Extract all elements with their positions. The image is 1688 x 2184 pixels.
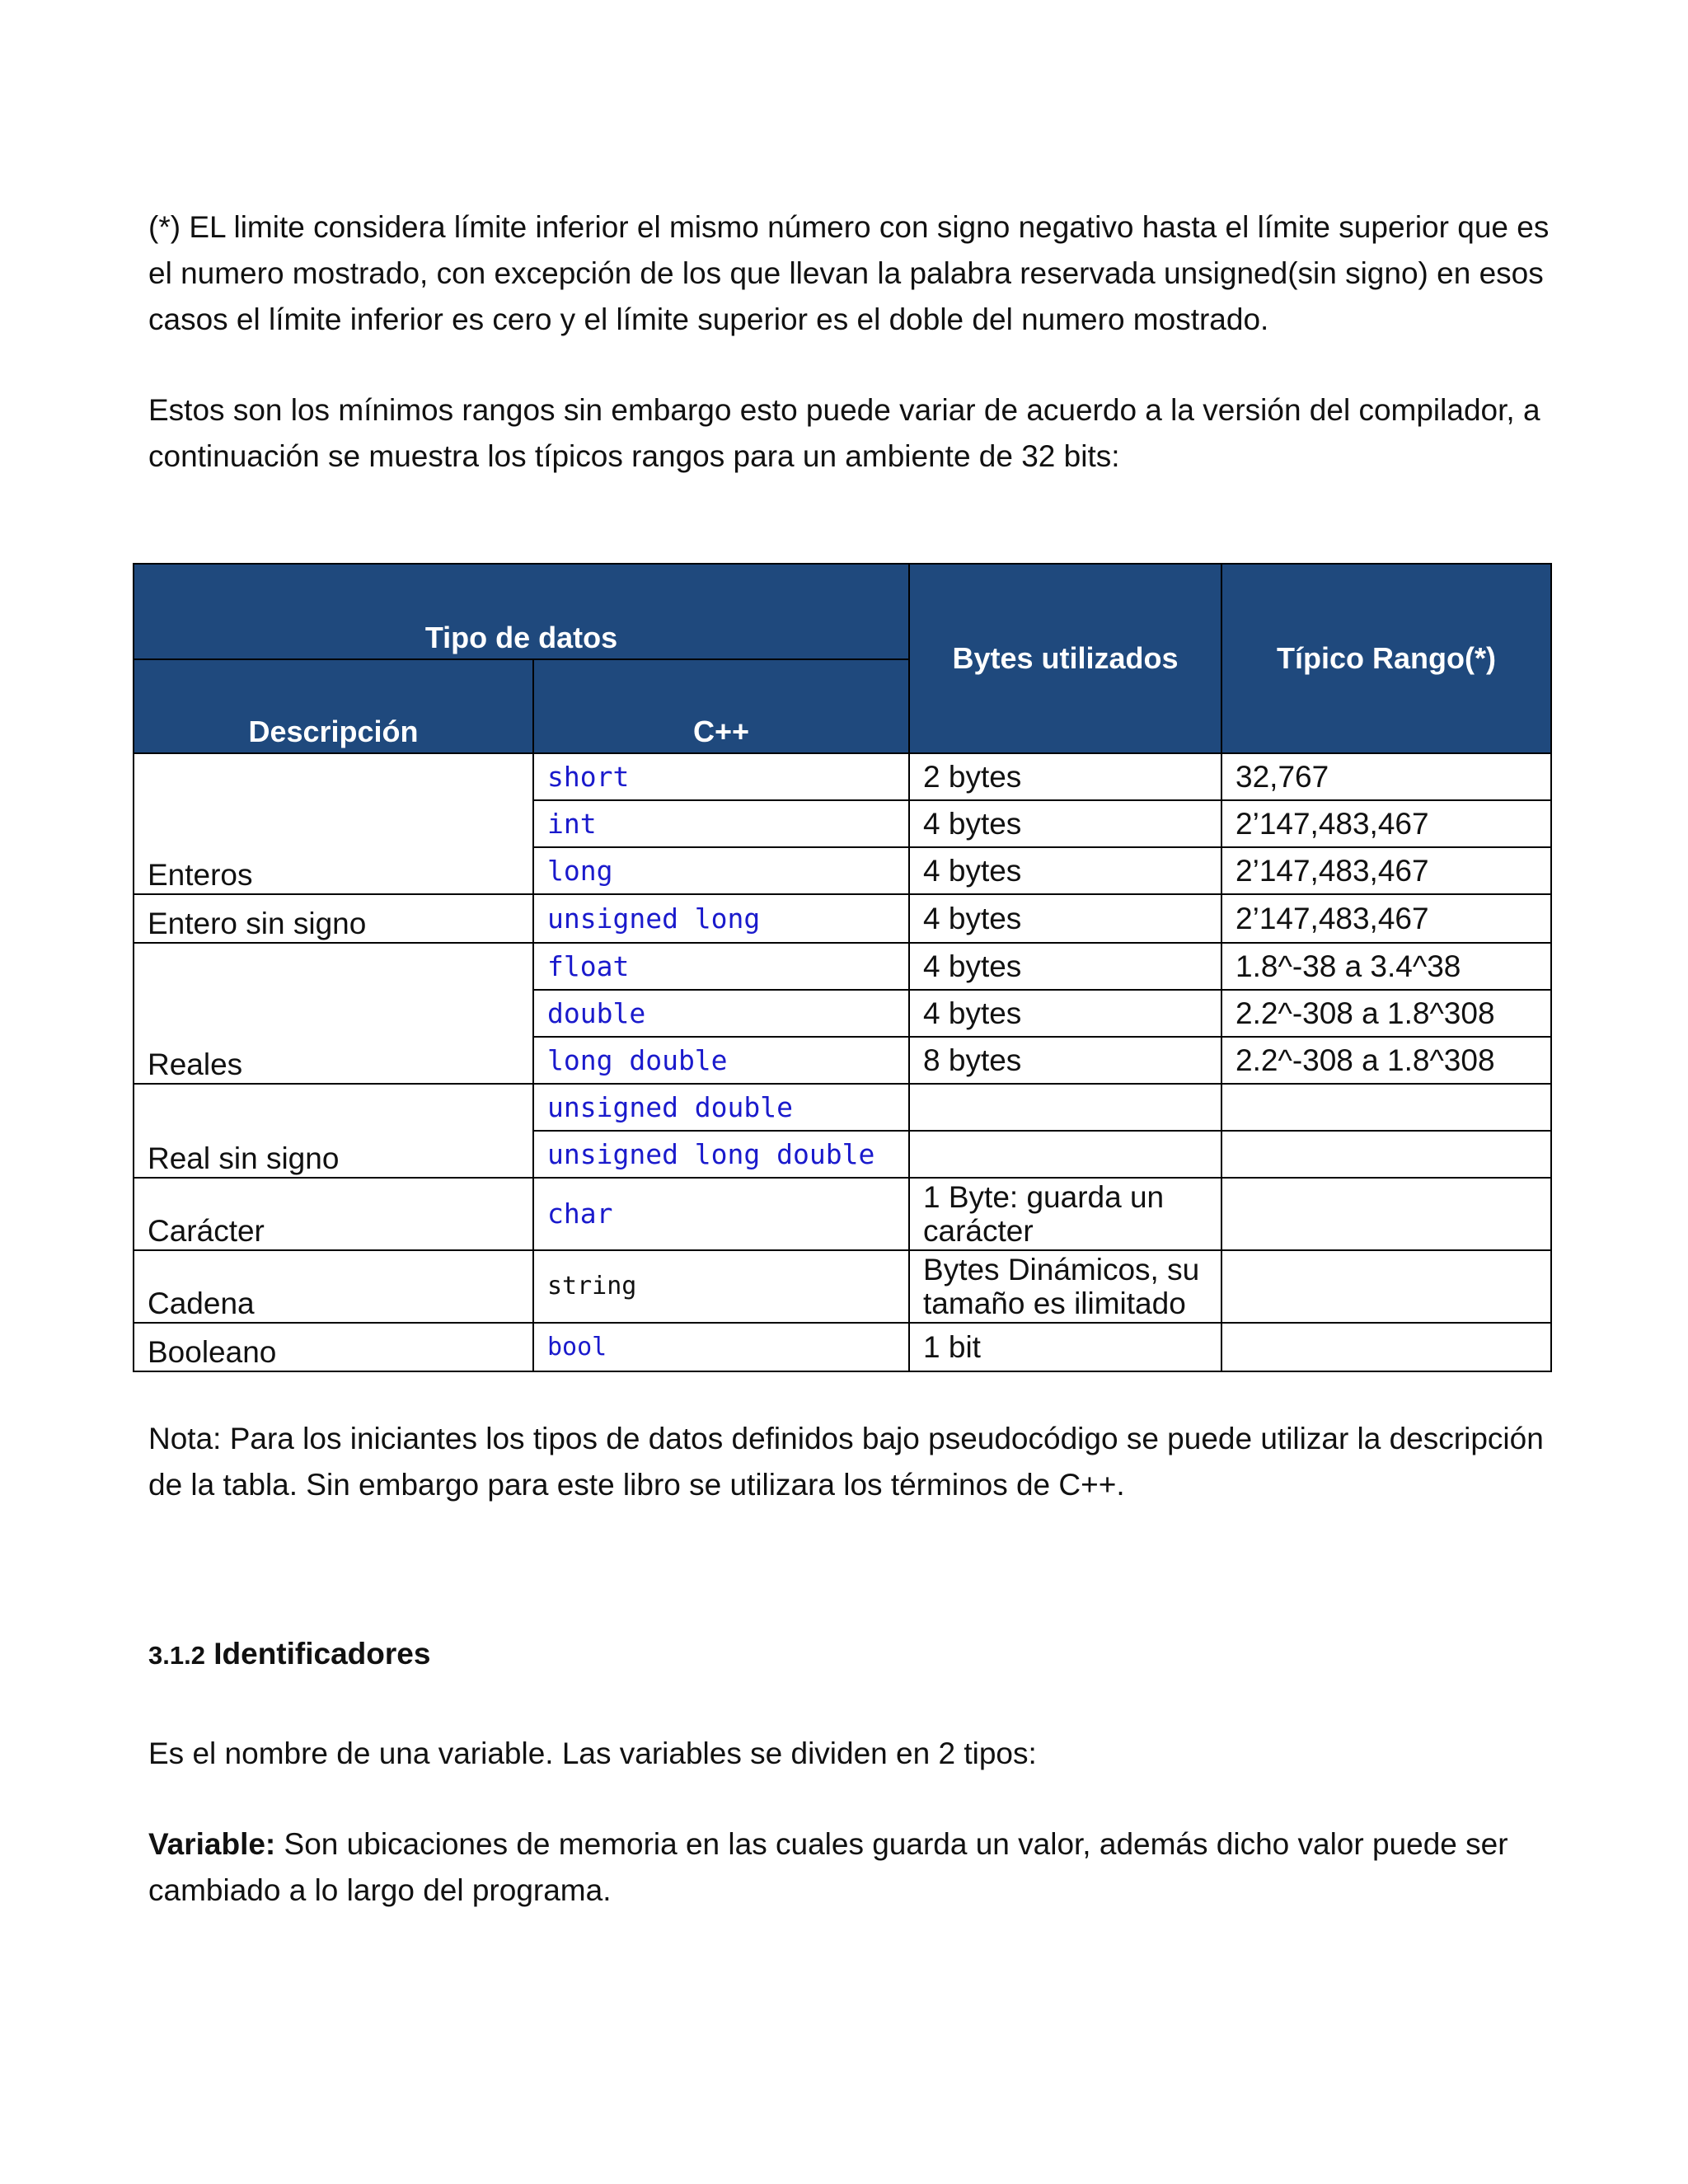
variable-term: Variable: [148, 1827, 276, 1861]
table-row [134, 943, 1551, 990]
cell-cpp-type: long double [533, 1037, 909, 1084]
cell-cpp-type: unsigned double [533, 1084, 909, 1131]
cell-bytes: 8 bytes [909, 1037, 1221, 1084]
cell-bytes: 4 bytes [909, 800, 1221, 847]
cell-descripcion: Entero sin signo [134, 894, 533, 943]
cell-cpp-type: unsigned long double [533, 1131, 909, 1178]
cell-rango: 2’147,483,467 [1221, 800, 1551, 847]
variable-definition [148, 1821, 1550, 1914]
section-heading [148, 1637, 430, 1671]
data-types-table [133, 563, 1552, 1372]
cell-descripcion: Reales [134, 943, 533, 1084]
cell-rango: 2’147,483,467 [1221, 894, 1551, 943]
cell-rango [1221, 1178, 1551, 1250]
after-table-section [148, 1416, 1550, 1671]
table-row [134, 1250, 1551, 1323]
cell-rango [1221, 1131, 1551, 1178]
identificadores-intro: Es el nombre de una variable. Las variables se dividen en 2 tipos: [148, 1736, 1037, 1770]
cell-cpp-type: double [533, 990, 909, 1037]
cell-bytes: 1 Byte: guarda un carácter [909, 1178, 1221, 1250]
cell-cpp-type: long [533, 847, 909, 894]
cell-cpp-type: bool [533, 1323, 909, 1371]
variable-text: Son ubicaciones de memoria en las cuales guarda un valor, además dicho valor puede ser cambiado a lo largo del programa. [148, 1827, 1508, 1907]
table-row [134, 1178, 1551, 1250]
intro-paragraph-limits: (*) EL limite considera límite inferior el mismo número con signo negativo hasta el límite superior que es el numero mostrado, con excepción de los que llevan la palabra reservada unsigned(sin signo) en esos casos el límite inferior es cero y el límite superior es el doble del numero mostrado. [148, 210, 1550, 336]
cell-rango [1221, 1250, 1551, 1323]
header-tipico-rango: Típico Rango(*) [1221, 564, 1551, 753]
identificadores-section [148, 1731, 1550, 1914]
cell-cpp-type: int [533, 800, 909, 847]
cell-descripcion: Cadena [134, 1250, 533, 1323]
header-cpp: C++ [533, 659, 909, 753]
cell-rango: 2’147,483,467 [1221, 847, 1551, 894]
table-row [134, 1084, 1551, 1131]
cell-bytes: 4 bytes [909, 894, 1221, 943]
cell-cpp-type: short [533, 753, 909, 800]
cell-cpp-type: char [533, 1178, 909, 1250]
cell-descripcion: Carácter [134, 1178, 533, 1250]
intro-section [148, 204, 1550, 480]
section-title: Identificadores [213, 1637, 431, 1671]
header-descripcion: Descripción [134, 659, 533, 753]
cell-cpp-type: string [533, 1250, 909, 1323]
cell-rango: 2.2^-308 a 1.8^308 [1221, 1037, 1551, 1084]
cell-bytes: 4 bytes [909, 990, 1221, 1037]
cell-descripcion: Booleano [134, 1323, 533, 1371]
cell-bytes: 1 bit [909, 1323, 1221, 1371]
data-types-table-wrapper [133, 563, 1552, 1372]
nota-paragraph: Nota: Para los iniciantes los tipos de datos definidos bajo pseudocódigo se puede utilizar la descripción de la tabla. Sin embargo para este libro se utilizara los términos de C++. [148, 1422, 1544, 1502]
cell-bytes [909, 1084, 1221, 1131]
header-bytes-utilizados: Bytes utilizados [909, 564, 1221, 753]
header-tipo-de-datos: Tipo de datos [134, 564, 909, 659]
cell-bytes: 2 bytes [909, 753, 1221, 800]
cell-bytes: 4 bytes [909, 943, 1221, 990]
table-row [134, 753, 1551, 800]
cell-bytes: 4 bytes [909, 847, 1221, 894]
intro-paragraph-ranges: Estos son los mínimos rangos sin embargo esto puede variar de acuerdo a la versión del compilador, a continuación se muestra los típicos rangos para un ambiente de 32 bits: [148, 393, 1540, 473]
cell-bytes: Bytes Dinámicos, su tamaño es ilimitado [909, 1250, 1221, 1323]
cell-descripcion: Enteros [134, 753, 533, 894]
cell-rango: 1.8^-38 a 3.4^38 [1221, 943, 1551, 990]
cell-cpp-type: float [533, 943, 909, 990]
table-row [134, 894, 1551, 943]
cell-cpp-type: unsigned long [533, 894, 909, 943]
table-row [134, 1323, 1551, 1371]
cell-bytes [909, 1131, 1221, 1178]
cell-rango [1221, 1084, 1551, 1131]
cell-rango [1221, 1323, 1551, 1371]
section-number: 3.1.2 [148, 1641, 205, 1670]
cell-rango: 2.2^-308 a 1.8^308 [1221, 990, 1551, 1037]
cell-rango: 32,767 [1221, 753, 1551, 800]
cell-descripcion: Real sin signo [134, 1084, 533, 1178]
